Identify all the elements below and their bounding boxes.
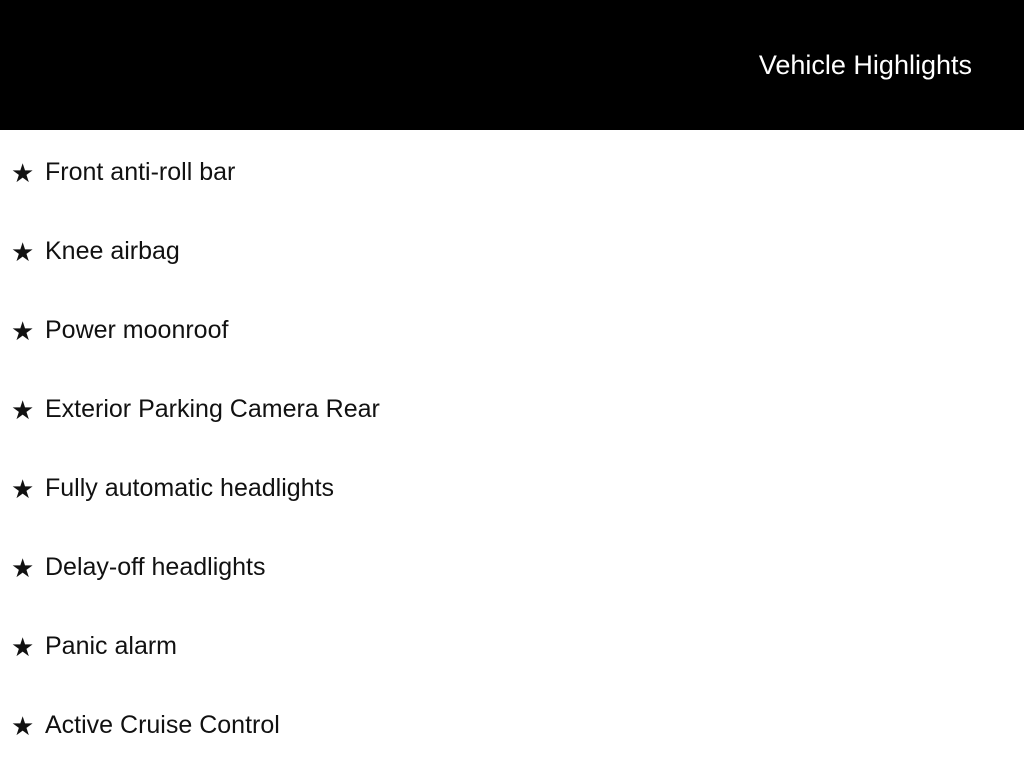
star-icon: ★ bbox=[11, 315, 35, 346]
list-item-label: Exterior Parking Camera Rear bbox=[45, 395, 380, 423]
list-item bbox=[11, 686, 1024, 765]
list-item-label: Power moonroof bbox=[45, 316, 229, 344]
star-icon: ★ bbox=[11, 157, 35, 188]
star-icon: ★ bbox=[11, 710, 35, 741]
star-icon: ★ bbox=[11, 552, 35, 583]
page-title: Vehicle Highlights bbox=[758, 49, 972, 80]
list-item-label: Front anti-roll bar bbox=[45, 158, 236, 186]
list-item bbox=[11, 291, 1024, 370]
list-item-label: Panic alarm bbox=[45, 632, 177, 660]
list-item bbox=[11, 212, 1024, 291]
list-item-label: Delay-off headlights bbox=[45, 553, 266, 581]
highlights-list bbox=[0, 130, 1024, 765]
header bbox=[0, 0, 1024, 130]
star-icon: ★ bbox=[11, 473, 35, 504]
list-item bbox=[11, 449, 1024, 528]
list-item bbox=[11, 133, 1024, 212]
list-item-label: Active Cruise Control bbox=[45, 711, 280, 739]
list-item bbox=[11, 528, 1024, 607]
star-icon: ★ bbox=[11, 236, 35, 267]
list-item bbox=[11, 370, 1024, 449]
list-item-label: Fully automatic headlights bbox=[45, 474, 335, 502]
list-item-label: Knee airbag bbox=[45, 237, 180, 265]
star-icon: ★ bbox=[11, 631, 35, 662]
star-icon: ★ bbox=[11, 394, 35, 425]
list-item bbox=[11, 607, 1024, 686]
